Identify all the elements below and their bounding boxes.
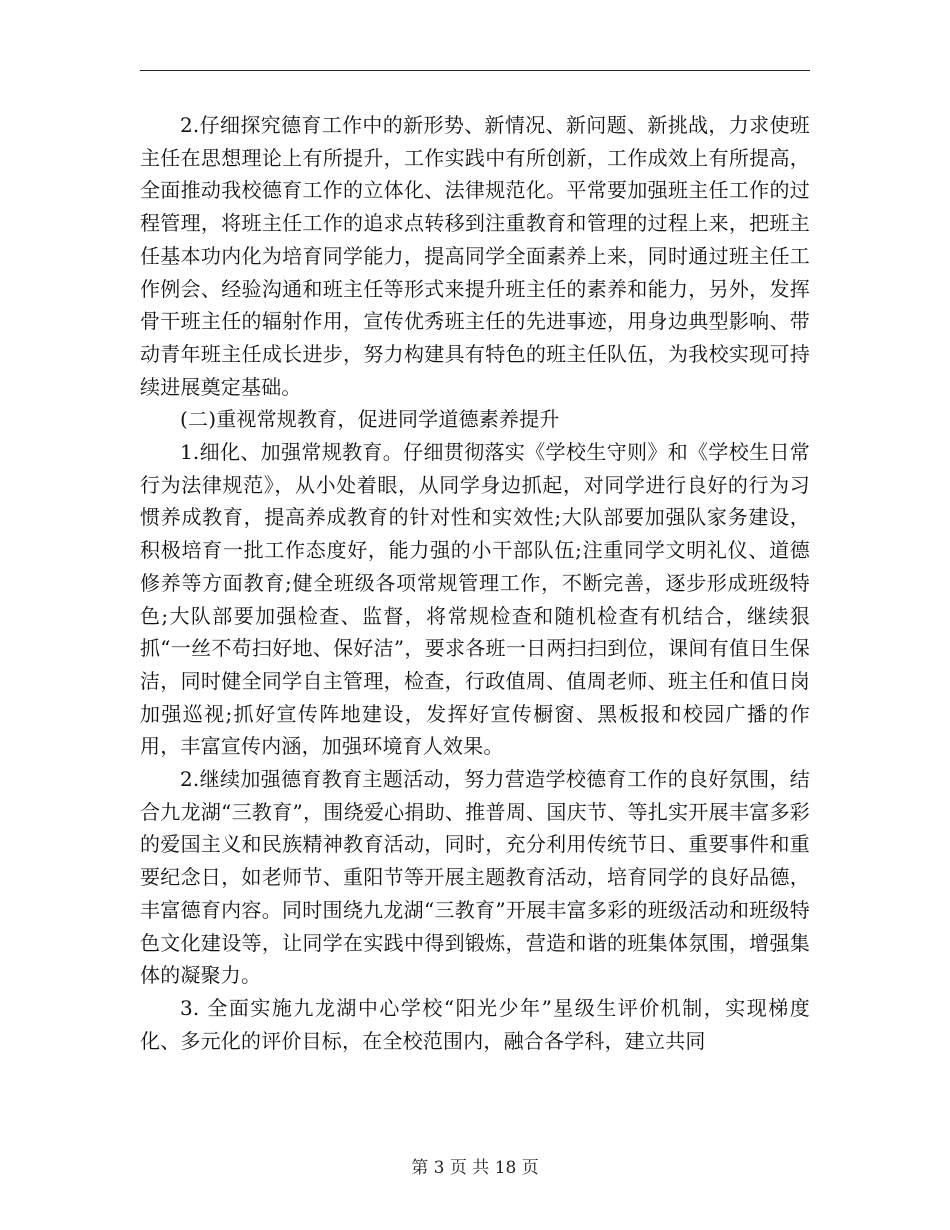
paragraph-theme-activities: 2.继续加强德育教育主题活动，努力营造学校德育工作的良好氛围，结合九龙湖“三教育”，围绕爱心捐助、推普周、国庆节、等扎实开展丰富多彩的爱国主义和民族精神教育活动，同时，充分利用传统节日、重要事件和重要纪念日，如老师节、重阳节等开展主题教育活动，培育同学的良好品德，丰富德育内容。同时围绕九龙湖“三教育”开展丰富多彩的班级活动和班级特色文化建设等，让同学在实践中得到锻炼，营造和谐的班集体氛围，增强集体的凝聚力。 xyxy=(140,767,810,988)
paragraph-sunshine-youth-evaluation: 3. 全面实施九龙湖中心学校“阳光少年”星级生评价机制，实现梯度化、多元化的评价目标，在全校范围内，融合各学科，建立共同 xyxy=(140,995,810,1053)
paragraph-class-teacher-development: 2.仔细探究德育工作中的新形势、新情况、新问题、新挑战，力求使班主任在思想理论上有所提升，工作实践中有所创新，工作成效上有所提高，全面推动我校德育工作的立体化、法律规范化。平常要加强班主任工作的过程管理，将班主任工作的追求点转移到注重教育和管理的过程上来，把班主任基本功内化为培育同学能力，提高同学全面素养上来，同时通过班主任工作例会、经验沟通和班主任等形式来提升班主任的素养和能力，另外，发挥骨干班主任的辐射作用，宣传优秀班主任的先进事迹，用身边典型影响、带动青年班主任成长进步，努力构建具有特色的班主任队伍，为我校实现可持续进展奠定基础。 xyxy=(140,113,810,399)
header-rule xyxy=(140,70,810,71)
document-body xyxy=(140,109,810,1057)
paragraph-routine-education: 1.细化、加强常规教育。仔细贯彻落实《学校生守则》和《学校生日常行为法律规范》，从小处着眼，从同学身边抓起，对同学进行良好的行为习惯养成教育，提高养成教育的针对性和实效性;大队部要加强队家务建设，积极培育一批工作态度好，能力强的小干部队伍;注重同学文明礼仪、道德修养等方面教育;健全班级各项常规管理工作，不断完善，逐步形成班级特色;大队部要加强检查、监督，将常规检查和随机检查有机结合，继续狠抓“一丝不苟扫好地、保好洁”，要求各班一日两扫扫到位，课间有值日生保洁，同时健全同学自主管理，检查，行政值周、值周老师、班主任和值日岗加强巡视;抓好宣传阵地建设，发挥好宣传橱窗、黑板报和校园广播的作用，丰富宣传内涵，加强环境育人效果。 xyxy=(140,440,810,759)
section-heading-routine-education: (二)重视常规教育，促进同学道德素养提升 xyxy=(180,407,560,432)
page-number: 第 3 页 共 18 页 xyxy=(411,1158,539,1178)
